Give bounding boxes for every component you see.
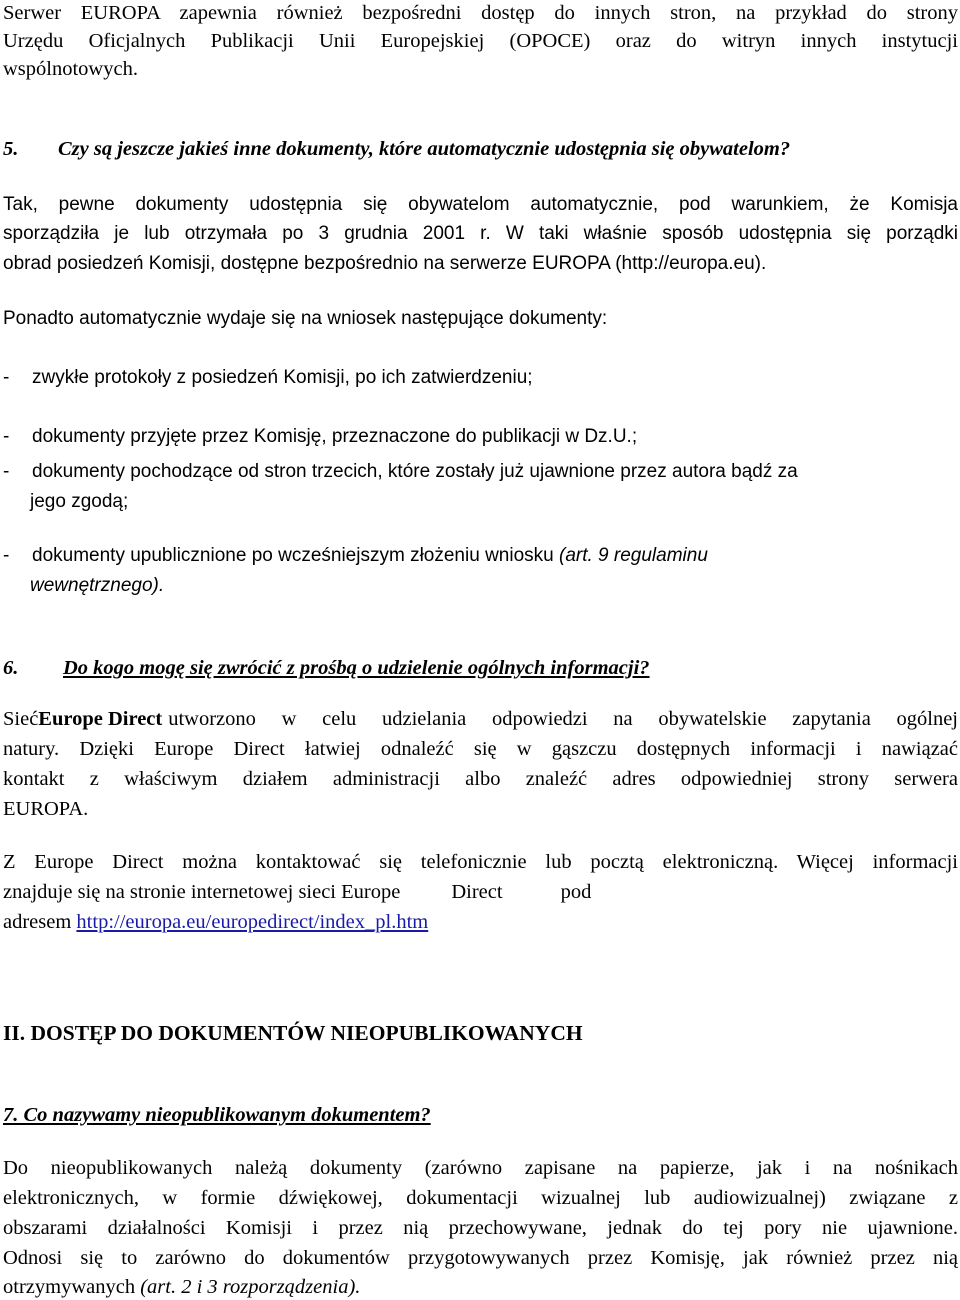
question-6-title: Do kogo mogę się zwrócić z prośbą o udzielenie ogólnych informacji? xyxy=(63,657,650,679)
europe-direct-link[interactable]: http://europa.eu/europedirect/index_pl.htm xyxy=(76,911,429,933)
p5-line-2-text: sporządziła je lub otrzymała po 3 grudnia 2001 r. W taki właśnie sposób udostępnia się porządki xyxy=(3,223,958,244)
p7-line-1 xyxy=(3,1155,958,1181)
question-5-title: Czy są jeszcze jakieś inne dokumenty, które automatycznie udostępnia się obywatelom? xyxy=(58,138,791,160)
intro-line-2 xyxy=(3,28,958,54)
p5-line-1 xyxy=(3,192,958,218)
p6-line-2-text: natury. Dzięki Europe Direct łatwiej odnaleźć się w gąszczu dostępnych informacji i nawiązać xyxy=(3,738,958,760)
list-item-3 xyxy=(3,459,798,485)
list-item-4 xyxy=(3,543,708,569)
p7-line-2 xyxy=(3,1185,958,1211)
p5-line-2 xyxy=(3,221,958,247)
intro-line-2-text: Urzędu Oficjalnych Publikacji Unii Europejskiej (OPOCE) oraz do witryn innych instytucji xyxy=(3,30,958,52)
p5-line-3: obrad posiedzeń Komisji, dostępne bezpośrednio na serwerze EUROPA (http://europa.eu). xyxy=(3,253,767,274)
list-item-3-text-1: dokumenty pochodzące od stron trzecich, które zostały już ujawnione przez autora bądź za xyxy=(32,461,798,482)
p7-line-2-text: elektronicznych, w formie dźwiękowej, dokumentacji wizualnej lub audiowizualnej) związane z xyxy=(3,1187,958,1209)
p6-line-6 xyxy=(3,879,591,905)
list-item-2 xyxy=(3,424,637,450)
question-7-heading: 7. Co nazywamy nieopublikowanym dokumentem? xyxy=(3,1104,431,1126)
p6-line-3 xyxy=(3,766,958,792)
p6-line-1 xyxy=(3,706,958,732)
intro-line-3: wspólnotowych. xyxy=(3,58,138,80)
p6-line-5 xyxy=(3,849,958,875)
intro-line-1 xyxy=(3,0,958,26)
section-2-heading: II. DOSTĘP DO DOKUMENTÓW NIEOPUBLIKOWANYCH xyxy=(3,1021,583,1045)
list-item-4-text: dokumenty upublicznione po wcześniejszym złożeniu wniosku xyxy=(32,545,554,566)
p7-line-1-text: Do nieopublikowanych należą dokumenty (zarówno zapisane na papierze, jak i na nośnikach xyxy=(3,1157,958,1179)
p6-line-7-pre: adresem xyxy=(3,911,72,933)
list-item-3-continued: jego zgodą; xyxy=(30,491,129,512)
question-5-number: 5. xyxy=(3,138,19,160)
p7-line-5 xyxy=(3,1274,360,1300)
list-item-2-text: dokumenty przyjęte przez Komisję, przeznaczone do publikacji w Dz.U.; xyxy=(32,426,638,447)
p5-line-4: Ponadto automatycznie wydaje się na wniosek następujące dokumenty: xyxy=(3,308,608,329)
p5-line-1-text: Tak, pewne dokumenty udostępnia się obywatelom automatycznie, pod warunkiem, że Komisja xyxy=(3,194,958,215)
p6-line-6-c: pod xyxy=(560,881,592,903)
list-dash: - xyxy=(3,367,10,388)
p7-line-4 xyxy=(3,1245,958,1271)
intro-line-1-text: Serwer EUROPA zapewnia również bezpośredni dostęp do innych stron, na przykład do strony xyxy=(3,2,958,24)
p7-line-3-text: obszarami działalności Komisji i przez nią przechowywane, jednak do tej pory nie ujawnione. xyxy=(3,1217,958,1239)
p6-line-2 xyxy=(3,736,958,762)
question-6-number: 6. xyxy=(3,657,19,679)
p6-line-5-text: Z Europe Direct można kontaktować się telefonicznie lub pocztą elektroniczną. Więcej informacji xyxy=(3,851,958,873)
p7-reference: (art. 2 i 3 rozporządzenia). xyxy=(140,1276,361,1298)
p6-line-6-a: znajduje się na stronie internetowej sieci Europe xyxy=(3,881,401,903)
question-5-heading xyxy=(3,136,790,162)
p6-line-6-b: Direct xyxy=(451,881,503,903)
p6-line-3-text: kontakt z właściwym działem administracji albo znaleźć adres odpowiedniej strony serwera xyxy=(3,768,958,790)
list-dash: - xyxy=(3,545,10,566)
list-item-4-reference-continued: wewnętrznego). xyxy=(30,575,165,596)
list-item-1-text: zwykłe protokoły z posiedzeń Komisji, po ich zatwierdzeniu; xyxy=(32,367,533,388)
europe-direct-name: Europe Direct xyxy=(38,708,163,730)
list-dash: - xyxy=(3,461,10,482)
list-dash: - xyxy=(3,426,10,447)
p7-line-5-pre: otrzymywanych xyxy=(3,1276,136,1298)
p6-line-4: EUROPA. xyxy=(3,798,89,820)
p6-line-1-pre: Sieć xyxy=(3,708,39,730)
p6-line-7 xyxy=(3,909,428,935)
p6-line-1-post: utworzono w celu udzielania odpowiedzi na obywatelskie zapytania ogólnej xyxy=(168,708,958,730)
list-item-1 xyxy=(3,365,533,391)
list-item-4-reference: (art. 9 regulaminu xyxy=(559,545,708,566)
p7-line-4-text: Odnosi się to zarówno do dokumentów przygotowywanych przez Komisję, jak również przez nią xyxy=(3,1247,958,1269)
question-6-heading xyxy=(3,655,650,681)
p7-line-3 xyxy=(3,1215,958,1241)
